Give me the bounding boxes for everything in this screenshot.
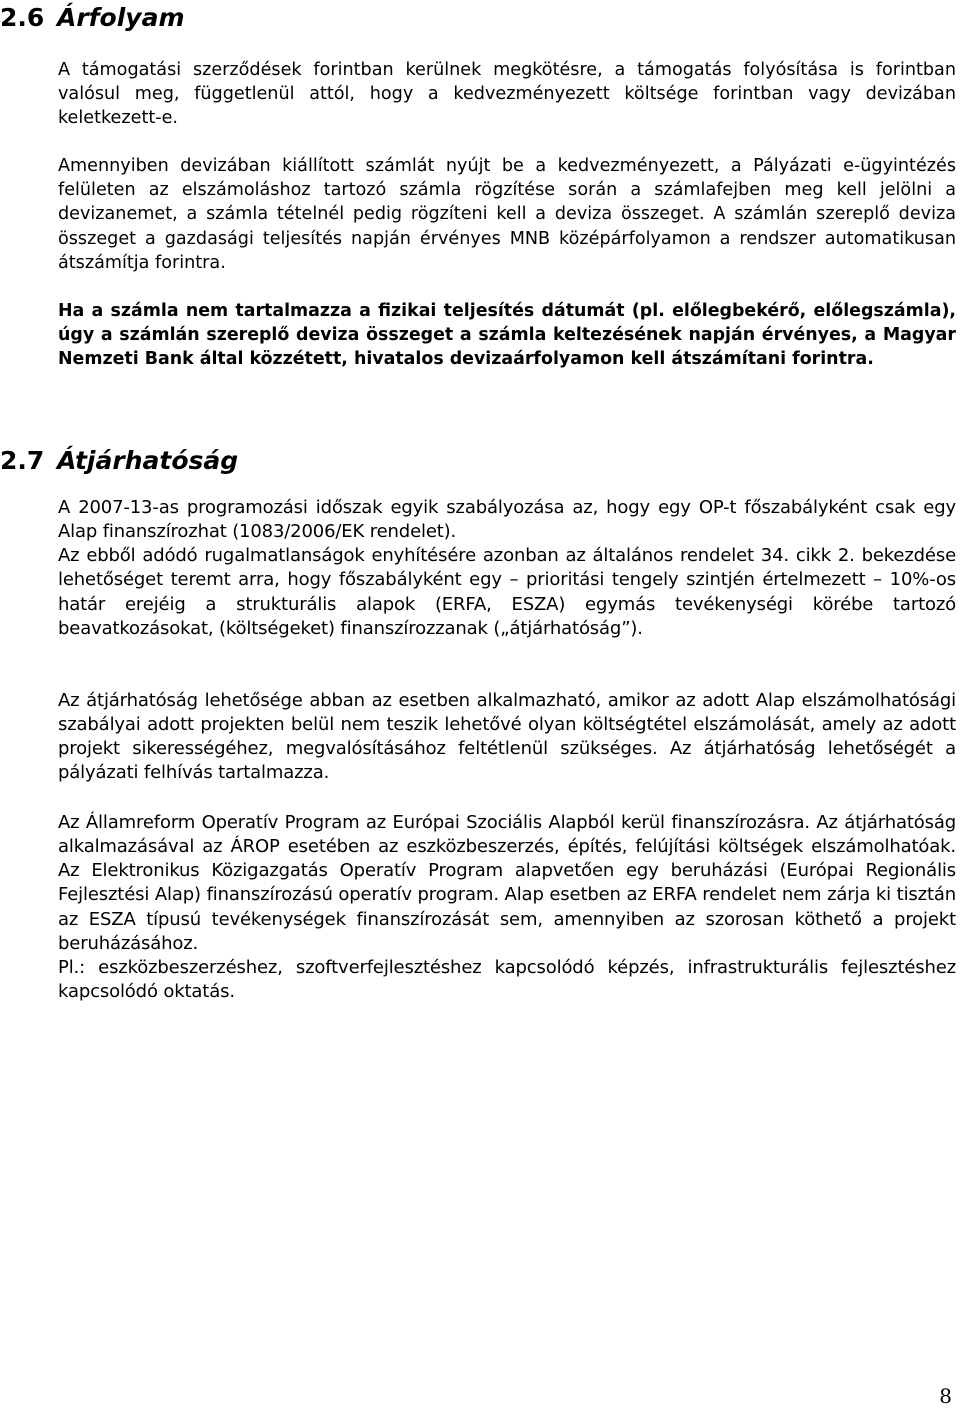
- bold-paragraph: Ha a számla nem tartalmazza a fizikai teljesítés dátumát (pl. előlegbekérő, előlegszámla), úgy a számlán szereplő deviza összeget a számla keltezésének napján érvényes, a Magyar Nemzeti Bank által közzétett, hivatalos devizaárfolyamon kell átszámítani forintra.: [58, 301, 956, 370]
- paragraph-line: Pl.: eszközbeszerzéshez, szoftverfejlesztéshez kapcsolódó képzés, infrastrukturális fejlesztéshez kapcsolódó oktatás.: [58, 956, 956, 1003]
- paragraph: Amennyiben devizában kiállított számlát nyújt be a kedvezményezett, a Pályázati e-ügyintézés felületen az elszámoláshoz tartozó számla rögzítése során a számlafejben meg kell jelölni a devizanemet, a számla tételnél pedig rögzíteni kell a deviza összeget. A számlán szereplő deviza összeget a gazdasági teljesítés napján érvényes MNB középárfolyamon a rendszer automatikusan átszámítja forintra.: [58, 156, 956, 273]
- paragraph: [58, 496, 956, 641]
- section-heading-2-6: [0, 3, 185, 33]
- page-number: 8: [939, 1384, 952, 1408]
- section-heading-2-7: [0, 446, 238, 476]
- paragraph-line: Az ebből adódó rugalmatlanságok enyhítésére azonban az általános rendelet 34. cikk 2. bekezdése lehetőséget teremt arra, hogy főszabályként egy – prioritási tengely szintjén értelmezett – 10%-os határ erejéig a strukturális alapok (ERFA, ESZA) egymás tevékenységi körébe tartozó beavatkozásokat, (költségeket) finanszírozzanak („átjárhatóság”).: [58, 545, 956, 639]
- paragraph: [58, 811, 956, 1004]
- section-number: 2.6: [0, 3, 45, 32]
- paragraph-line: A 2007-13-as programozási időszak egyik szabályozása az, hogy egy OP-t főszabályként csak egy Alap finanszírozhat (1083/2006/EK rendelet).: [58, 497, 956, 543]
- section-title: Átjárhatóság: [57, 446, 239, 475]
- paragraph: Az átjárhatóság lehetősége abban az esetben alkalmazható, amikor az adott Alap elszámolhatósági szabályai adott projekten belül nem teszik lehetővé olyan költségtétel elszámolását, amely az adott projekt sikerességéhez, megvalósításához feltétlenül szükséges. Az átjárhatóság lehetőségét a pályázati felhívás tartalmazza.: [58, 690, 956, 784]
- paragraph: A támogatási szerződések forintban kerülnek megkötésre, a támogatás folyósítása is forintban valósul meg, függetlenül attól, hogy a kedvezményezett költsége forintban vagy devizában keletkezett-e.: [58, 60, 956, 129]
- paragraph-line: Az Államreform Operatív Program az Európai Szociális Alapból kerül finanszírozásra. Az átjárhatóság alkalmazásával az ÁROP esetében az eszközbeszerzés, építés, felújítási költségek elszámolhatóak. Az Elektronikus Közigazgatás Operatív Program alapvetően egy beruházási (Európai Regionális Fejlesztési Alap) finanszírozású operatív program. Alap esetben az ERFA rendelet nem zárja ki tisztán az ESZA típusú tevékenységek finanszírozását sem, amennyiben az szorosan köthető a projekt beruházásához.: [58, 812, 956, 954]
- section-number: 2.7: [0, 446, 45, 475]
- section-title: Árfolyam: [57, 3, 185, 32]
